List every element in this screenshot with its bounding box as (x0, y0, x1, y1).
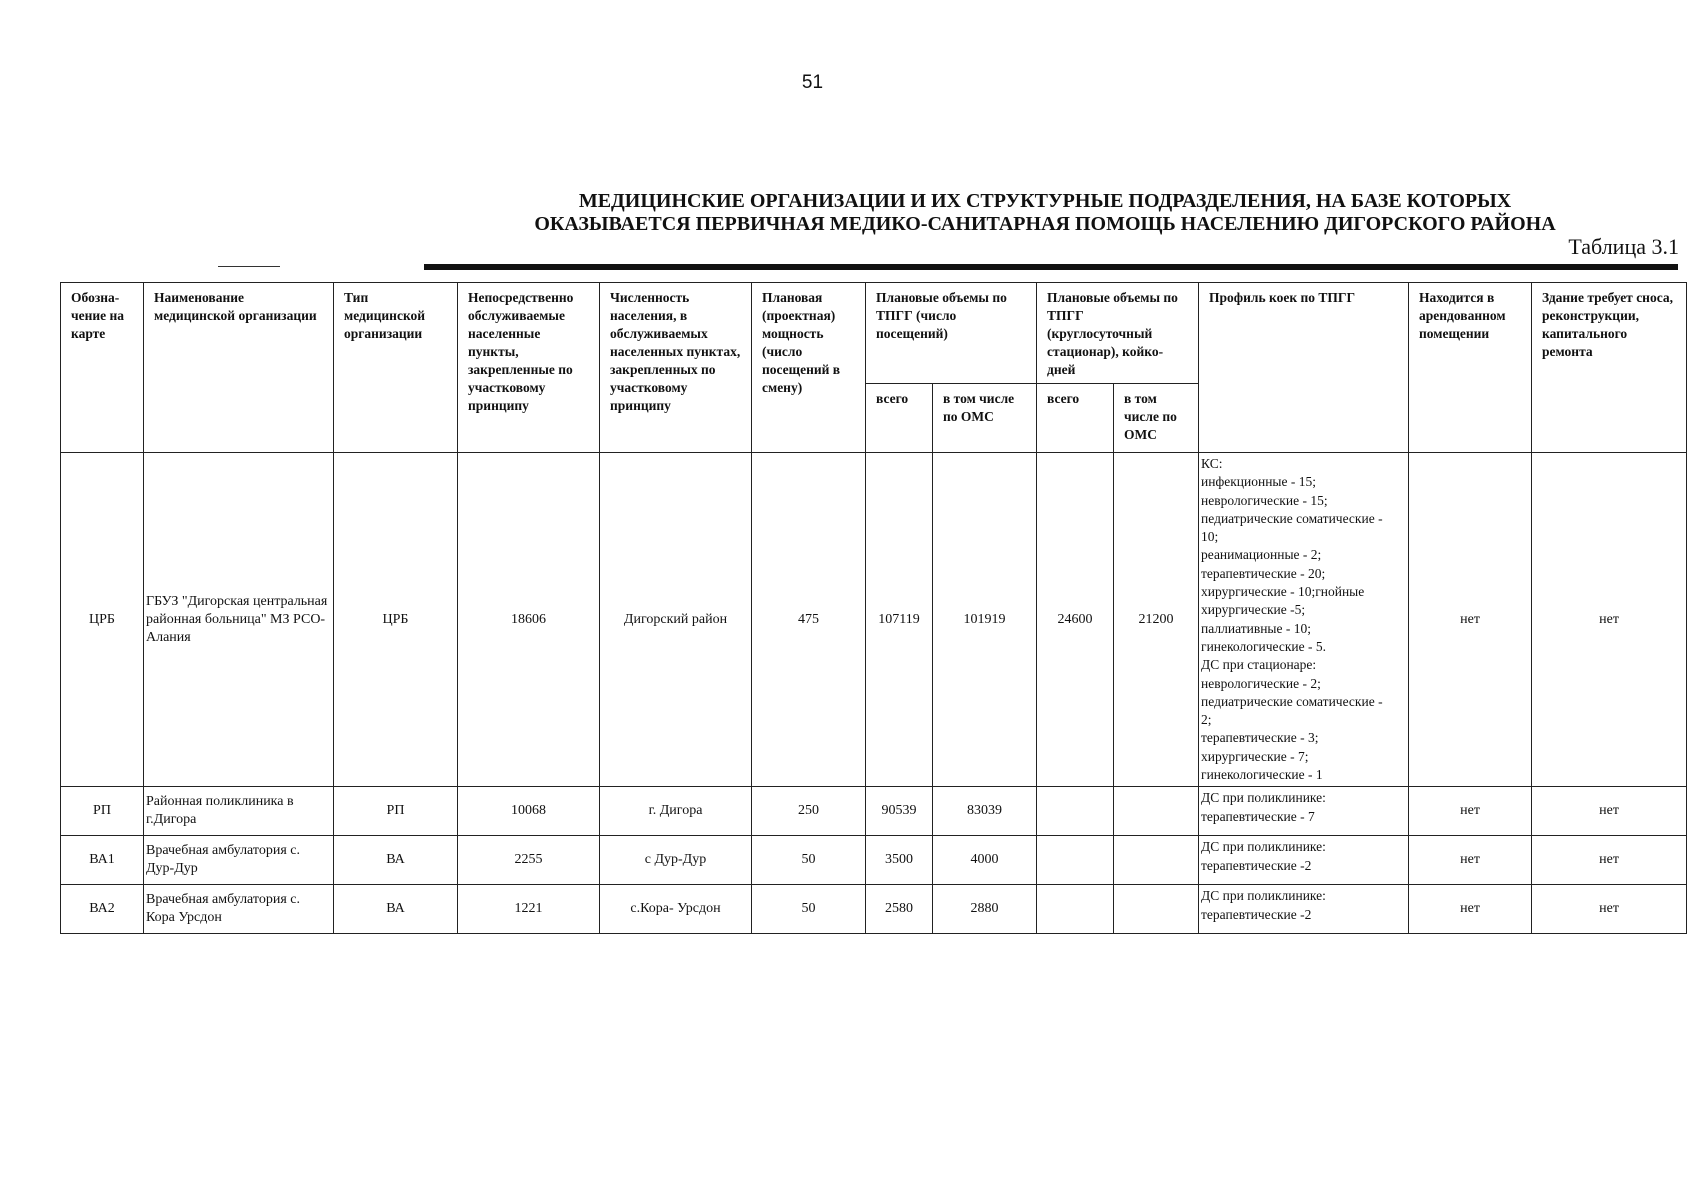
cell-type: ЦРБ (334, 453, 458, 787)
cell-visits-total: 90539 (866, 787, 933, 836)
profile-line: 10; (1201, 529, 1219, 545)
cell-type: ВА (334, 836, 458, 885)
header-capacity: Плановая (проектная) мощность (число посещений в смену) (752, 283, 866, 453)
cell-beddays-oms (1114, 885, 1199, 934)
profile-line: хирургические - 10;гнойные (1201, 584, 1365, 600)
cell-beddays-oms (1114, 836, 1199, 885)
profile-line: терапевтические -2 (1201, 857, 1312, 873)
cell-visits-oms: 83039 (933, 787, 1037, 836)
cell-capacity: 250 (752, 787, 866, 836)
profile-line: неврологические - 15; (1201, 492, 1328, 508)
cell-visits-oms: 2880 (933, 885, 1037, 934)
cell-visits-total: 3500 (866, 836, 933, 885)
cell-visits-oms: 101919 (933, 453, 1037, 787)
profile-line: реанимационные - 2; (1201, 547, 1322, 563)
cell-code: ЦРБ (61, 453, 144, 787)
cell-beddays-total (1037, 787, 1114, 836)
header-name: Наименование медицинской организации (144, 283, 334, 453)
cell-type: ВА (334, 885, 458, 934)
profile-line: терапевтические - 7 (1201, 808, 1315, 824)
profile-line: гинекологические - 5. (1201, 638, 1326, 654)
profile-line: неврологические - 2; (1201, 675, 1321, 691)
cell-profile (1199, 453, 1409, 787)
profile-line: терапевтические -2 (1201, 906, 1312, 922)
cell-capacity: 475 (752, 453, 866, 787)
header-rented: Находится в арендованном помещении (1409, 283, 1532, 453)
document-title (480, 190, 1610, 236)
profile-line: педиатрические соматические - (1201, 693, 1383, 709)
cell-repair: нет (1532, 836, 1687, 885)
title-line-2: ОКАЗЫВАЕТСЯ ПЕРВИЧНАЯ МЕДИКО-САНИТАРНАЯ ПОМОЩЬ НАСЕЛЕНИЮ ДИГОРСКОГО РАЙОНА (534, 213, 1556, 235)
cell-type: РП (334, 787, 458, 836)
header-visits-oms: в том числе по ОМС (933, 384, 1037, 453)
short-rule (218, 266, 280, 267)
cell-visits-total: 107119 (866, 453, 933, 787)
profile-line: КС: (1201, 456, 1223, 471)
cell-name: Районная поликлиника в г.Дигора (144, 787, 334, 836)
cell-settlements: 18606 (458, 453, 600, 787)
header-visits-total: всего (866, 384, 933, 453)
table-row (61, 453, 1687, 787)
cell-repair: нет (1532, 787, 1687, 836)
profile-line: паллиативные - 10; (1201, 620, 1311, 636)
cell-capacity: 50 (752, 885, 866, 934)
cell-beddays-total (1037, 836, 1114, 885)
header-settlements: Непосредственно обслуживаемые населенные пункты, закрепленные по участковому принципу (458, 283, 600, 453)
cell-profile (1199, 885, 1409, 934)
cell-population: Дигорский район (600, 453, 752, 787)
cell-profile (1199, 836, 1409, 885)
header-profile: Профиль коек по ТПГГ (1199, 283, 1409, 453)
cell-rented: нет (1409, 453, 1532, 787)
cell-code: РП (61, 787, 144, 836)
cell-beddays-total (1037, 885, 1114, 934)
header-map-code: Обозна-чение на карте (61, 283, 144, 453)
profile-line: ДС при поликлинике: (1201, 888, 1326, 904)
profile-line: гинекологические - 1 (1201, 767, 1323, 783)
cell-visits-oms: 4000 (933, 836, 1037, 885)
header-row (61, 283, 1687, 384)
cell-rented: нет (1409, 885, 1532, 934)
cell-beddays-oms: 21200 (1114, 453, 1199, 787)
profile-line: ДС при стационаре: (1201, 657, 1317, 673)
cell-name: ГБУЗ "Дигорская центральная районная больница" МЗ РСО-Алания (144, 453, 334, 787)
cell-repair: нет (1532, 885, 1687, 934)
cell-repair: нет (1532, 453, 1687, 787)
cell-population: с Дур-Дур (600, 836, 752, 885)
header-beddays-oms: в том числе по ОМС (1114, 384, 1199, 453)
profile-line: хирургические - 7; (1201, 748, 1309, 764)
header-type: Тип медицинской организации (334, 283, 458, 453)
cell-profile (1199, 787, 1409, 836)
organizations-table (60, 282, 1687, 934)
profile-line: хирургические -5; (1201, 602, 1306, 618)
table-row (61, 836, 1687, 885)
page-number: 51 (801, 72, 824, 93)
cell-settlements: 2255 (458, 836, 600, 885)
cell-capacity: 50 (752, 836, 866, 885)
cell-beddays-oms (1114, 787, 1199, 836)
thick-rule (424, 264, 1678, 270)
profile-line: ДС при поликлинике: (1201, 790, 1326, 806)
cell-code: ВА2 (61, 885, 144, 934)
profile-line: инфекционные - 15; (1201, 474, 1316, 490)
profile-line: педиатрические соматические - (1201, 510, 1383, 526)
profile-line: 2; (1201, 712, 1212, 728)
profile-line: терапевтические - 3; (1201, 730, 1319, 746)
title-line-1: МЕДИЦИНСКИЕ ОРГАНИЗАЦИИ И ИХ СТРУКТУРНЫЕ ПОДРАЗДЕЛЕНИЯ, НА БАЗЕ КОТОРЫХ (578, 190, 1512, 212)
cell-settlements: 10068 (458, 787, 600, 836)
cell-settlements: 1221 (458, 885, 600, 934)
cell-rented: нет (1409, 787, 1532, 836)
cell-population: г. Дигора (600, 787, 752, 836)
cell-name: Врачебная амбулатория с. Кора Урсдон (144, 885, 334, 934)
header-beddays-total: всего (1037, 384, 1114, 453)
header-beddays: Плановые объемы по ТПГГ (круглосуточный стационар), койко-дней (1037, 283, 1199, 384)
profile-line: терапевтические - 20; (1201, 565, 1326, 581)
cell-beddays-total: 24600 (1037, 453, 1114, 787)
cell-visits-total: 2580 (866, 885, 933, 934)
header-repair: Здание требует сноса, реконструкции, капитального ремонта (1532, 283, 1687, 453)
cell-rented: нет (1409, 836, 1532, 885)
table-row (61, 787, 1687, 836)
cell-name: Врачебная амбулатория с. Дур-Дур (144, 836, 334, 885)
profile-line: ДС при поликлинике: (1201, 839, 1326, 855)
table-label: Таблица 3.1 (1568, 234, 1679, 259)
header-visits: Плановые объемы по ТПГГ (число посещений) (866, 283, 1037, 384)
header-population: Численность населения, в обслуживаемых населенных пунктах, закрепленных по участковому принципу (600, 283, 752, 453)
cell-code: ВА1 (61, 836, 144, 885)
table-row (61, 885, 1687, 934)
cell-population: с.Кора- Урсдон (600, 885, 752, 934)
